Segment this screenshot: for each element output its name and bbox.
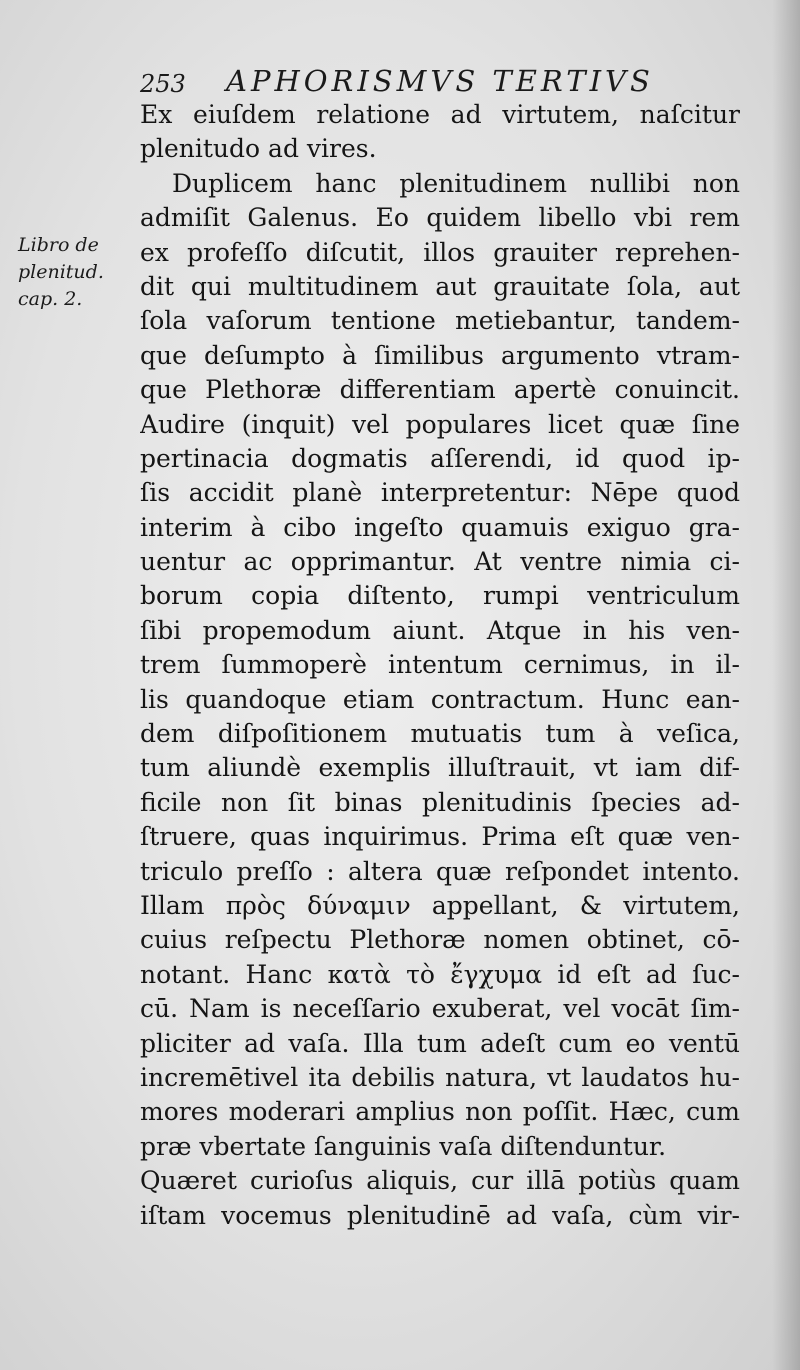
text-line: incremētivel ita debilis natura, vt laudatos hu- <box>140 1062 740 1092</box>
text-line: pliciter ad vaſa. Illa tum adeſt cum eo ventū <box>140 1028 740 1058</box>
text-line: Duplicem hanc plenitudinem nullibi non <box>172 168 740 198</box>
margin-note-line: plenitud. <box>18 261 104 283</box>
body-text <box>140 98 740 1233</box>
text-line: ex profeſſo diſcutit, illos grauiter reprehen- <box>140 237 740 267</box>
gutter-shadow <box>772 0 800 1370</box>
margin-note-line: cap. 2. <box>18 288 83 310</box>
text-line: ſis accidit planè interpretentur: Nēpe quod <box>140 478 740 508</box>
margin-note-line: Libro de <box>18 234 99 256</box>
text-line: ficile non ſit binas plenitudinis ſpecies ad- <box>140 787 740 817</box>
text-line: tum aliundè exemplis illuſtrauit, vt iam dif- <box>140 753 740 783</box>
page-number: 253 <box>140 70 186 98</box>
text-line: que deſumpto à ſimilibus argumento vtram- <box>140 340 740 370</box>
text-line: Illam πρὸς δύναμιν appellant, & virtutem, <box>140 890 740 920</box>
text-line: cuius reſpectu Plethoræ nomen obtinet, cō- <box>140 925 740 955</box>
text-line: Ex eiuſdem relatione ad virtutem, naſcitur <box>140 100 740 129</box>
text-line: plenitudo ad vires. <box>140 134 377 164</box>
text-line: cū. Nam is neceſſario exuberat, vel vocāt ſim- <box>140 994 740 1024</box>
text-line: dit qui multitudinem aut grauitate ſola, aut <box>140 271 740 301</box>
text-line: lis quandoque etiam contractum. Hunc ean- <box>140 684 740 714</box>
text-line: ſtruere, quas inquirimus. Prima eſt quæ ven- <box>140 822 740 852</box>
text-line: iſtam vocemus plenitudinē ad vaſa, cùm vir- <box>140 1200 740 1230</box>
running-head: APHORISMVS TERTIVS <box>226 64 654 98</box>
text-line: trem ſummoperè intentum cernimus, in il- <box>140 650 740 680</box>
text-line: admiſit Galenus. Eo quidem libello vbi rem <box>140 203 740 233</box>
text-line: interim à cibo ingeſto quamuis exiguo gra- <box>140 512 740 542</box>
text-line: borum copia diſtento, rumpi ventriculum <box>140 581 740 611</box>
text-line: uentur ac opprimantur. At ventre nimia ci- <box>140 547 740 577</box>
text-line: præ vbertate ſanguinis vaſa diſtenduntur. <box>140 1131 667 1161</box>
text-line: Quæret curioſus aliquis, cur illā potiùs quam <box>140 1166 740 1196</box>
text-line: ſola vaſorum tentione metiebantur, tandem- <box>140 306 740 336</box>
text-line: que Plethoræ differentiam apertè conuincit. <box>140 375 740 405</box>
text-line: dem diſpoſitionem mutuatis tum à veſica, <box>140 719 740 749</box>
text-line: triculo preſſo : altera quæ reſpondet intento. <box>140 856 740 886</box>
text-line: ſibi propemodum aiunt. Atque in his ven- <box>140 615 740 645</box>
text-line: Audire (inquit) vel populares licet quæ ſine <box>140 409 740 439</box>
text-line: mores moderari amplius non poſſit. Hæc, cum <box>140 1097 740 1127</box>
text-line: notant. Hanc κατὰ τὸ ἔγχυμα id eſt ad ſuc- <box>140 959 740 989</box>
margin-note <box>18 232 128 313</box>
text-line: pertinacia dogmatis aſſerendi, id quod ip- <box>140 443 740 473</box>
